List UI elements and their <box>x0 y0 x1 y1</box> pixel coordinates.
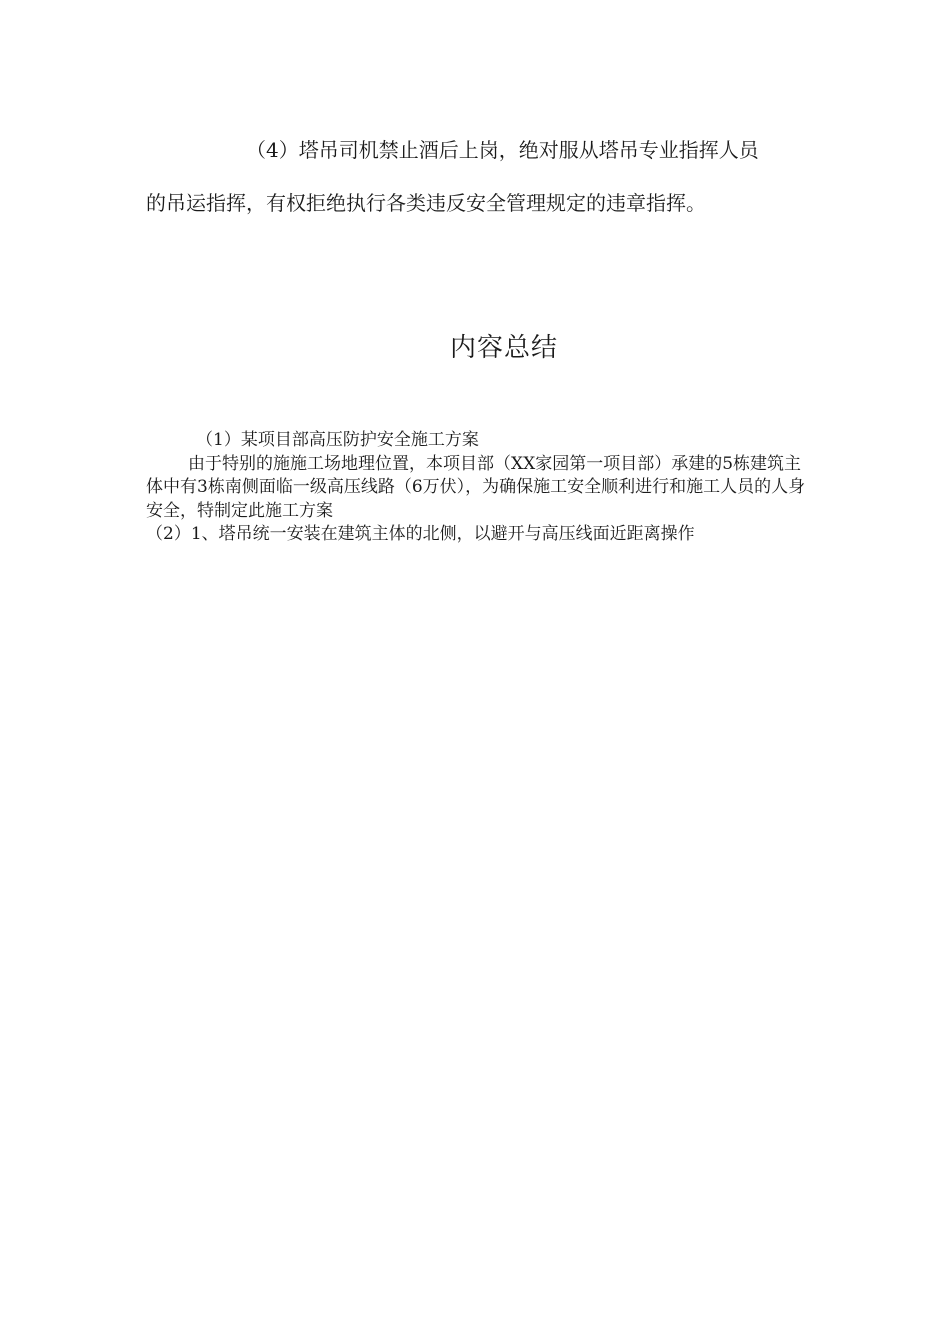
tower-crane-rule-paragraph <box>146 124 816 230</box>
section-title: 内容总结 <box>449 333 558 363</box>
paragraph-line-1: （4）塔吊司机禁止酒后上岗，绝对服从塔吊专业指挥人员 <box>246 138 759 162</box>
summary-item-1-title: （1）某项目部高压防护安全施工方案 <box>196 430 479 450</box>
summary-item-1-body: 由于特别的施施工场地理位置，本项目部（XX家园第一项目部）承建的5栋建筑主体中有3栋南侧面临一级高压线路（6万伏），为确保施工安全顺利进行和施工人员的人身安全，特制定此施工方案 <box>146 453 806 521</box>
paragraph-line-2: 的吊运指挥，有权拒绝执行各类违反安全管理规定的违章指挥。 <box>146 191 706 215</box>
summary-block <box>146 429 806 547</box>
summary-item-2: （2）1、塔吊统一安装在建筑主体的北侧，以避开与高压线面近距离操作 <box>146 524 695 544</box>
